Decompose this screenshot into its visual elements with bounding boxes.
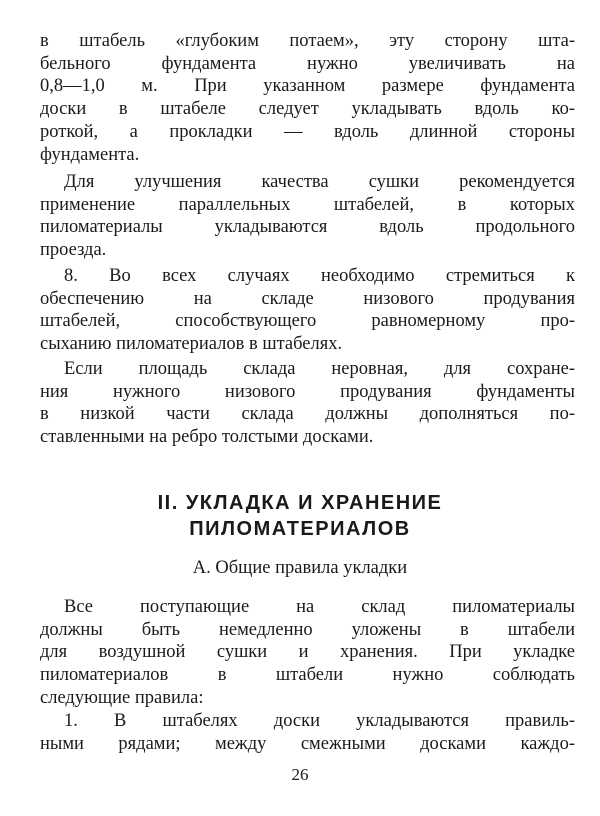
text-line: ставленными на ребро толстыми досками. — [40, 427, 374, 448]
text-line: 0,8—1,0 м. При указанном размере фундамента — [40, 76, 575, 97]
text-line: бельного фундамента нужно увеличивать на — [40, 53, 575, 74]
page-number: 26 — [291, 765, 309, 784]
text-line: доски в штабеле следует укладывать вдоль ко- — [40, 99, 575, 120]
paragraph-rule-1 — [40, 710, 575, 755]
section-title-continued: ПИЛОМАТЕРИАЛОВ — [189, 518, 411, 540]
text-line: Для улучшения качества сушки рекомендуется — [64, 172, 575, 192]
text-line: сыханию пиломатериалов в штабелях. — [40, 334, 343, 355]
paragraph-general-rules — [40, 596, 575, 710]
text-line: штабелей, способствующего равномерному про- — [40, 311, 575, 332]
text-line: пиломатериалы укладываются вдоль продольного — [40, 217, 575, 238]
text-line: Все поступающие на склад пиломатериалы — [64, 597, 575, 617]
text-line: применение параллельных штабелей, в которых — [40, 194, 575, 215]
text-line: ния нужного низового продувания фундаменты — [40, 381, 575, 402]
text-line: Если площадь склада неровная, для сохране- — [64, 359, 575, 379]
text-line: следующие правила: — [40, 687, 204, 708]
text-line: ными рядами; между смежными досками каждо- — [40, 733, 575, 754]
paragraph-drying-quality — [40, 171, 575, 262]
text-line: пиломатериалов в штабели нужно соблюдать — [40, 665, 575, 686]
text-line: должны быть немедленно уложены в штабели — [40, 619, 575, 640]
paragraph-item-8 — [40, 265, 575, 356]
paragraph-foundation — [40, 30, 575, 166]
text-line: обеспечению на складе низового продувания — [40, 288, 575, 309]
text-line: для воздушной сушки и хранения. При укладке — [40, 642, 575, 663]
section-title: II. УКЛАДКА И ХРАНЕНИЕ — [157, 492, 443, 514]
text-line: в низкой части склада должны дополняться по- — [40, 404, 575, 425]
text-line: фундамента. — [40, 144, 140, 165]
text-line: проезда. — [40, 240, 107, 261]
paragraph-uneven-area — [40, 358, 575, 449]
text-line: 8. Во всех случаях необходимо стремиться к — [64, 266, 575, 286]
text-line: 1. В штабелях доски укладываются правиль- — [64, 711, 575, 731]
text-line: в штабель «глубоким потаем», эту сторону шта- — [40, 31, 575, 51]
subsection-title: А. Общие правила укладки — [192, 558, 408, 578]
text-line: роткой, а прокладки — вдоль длинной стороны — [40, 121, 575, 142]
